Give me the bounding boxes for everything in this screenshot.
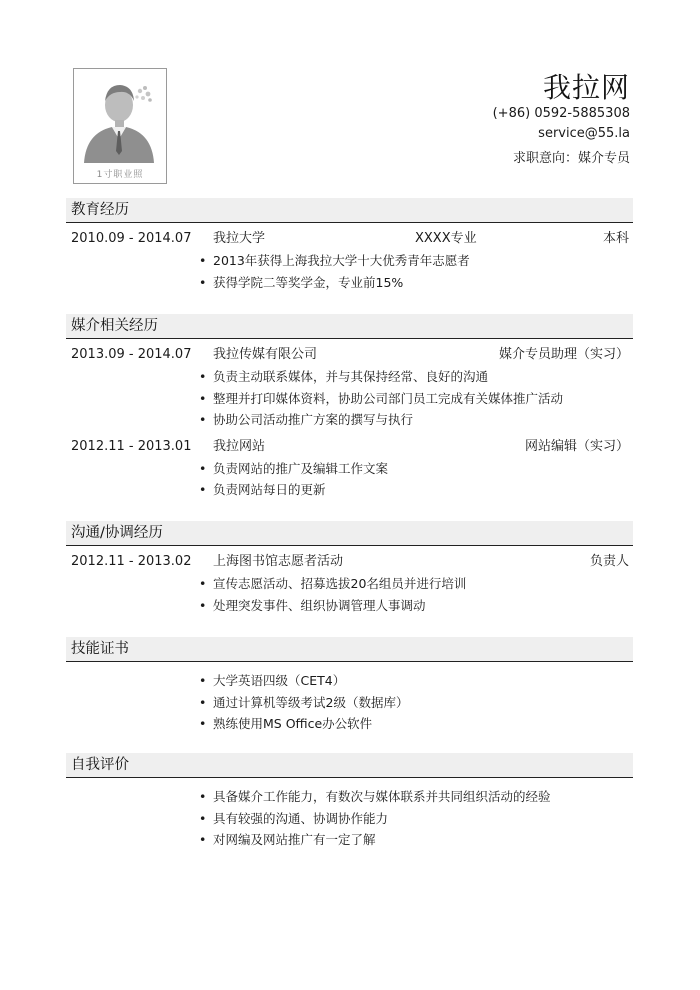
entry-role: 负责人 (589, 554, 629, 569)
list-item: • 获得学院二等奖学金，专业前15% (199, 272, 633, 294)
entry-role: 媒介专员助理（实习） (498, 347, 629, 362)
list-item: • 通过计算机等级考试2级（数据库） (199, 692, 633, 714)
list-item: • 负责网站每日的更新 (199, 479, 633, 501)
phone-number: (+86) 0592-5885308 (492, 106, 630, 121)
photo-caption: 1寸职业照 (96, 170, 144, 180)
list-item: • 负责主动联系媒体，并与其保持经常、良好的沟通 (199, 366, 633, 388)
list-item: • 熟练使用MS Office办公软件 (199, 713, 633, 735)
experience-entry (66, 344, 633, 366)
entry-date: 2012.11 - 2013.01 (71, 438, 192, 454)
entry-organization: 上海图书馆志愿者活动 (213, 554, 344, 569)
entry-role: 网站编辑（实习） (524, 438, 629, 454)
entry-degree: 本科 (602, 231, 629, 246)
profile-photo (73, 68, 167, 184)
bullet-list (66, 458, 633, 501)
bullet-list (66, 786, 633, 851)
list-item: • 负责网站的推广及编辑工作文案 (199, 458, 633, 480)
entry-date: 2013.09 - 2014.07 (71, 347, 192, 362)
section-title: 媒介相关经历 (66, 314, 633, 339)
applicant-name: 我拉网 (542, 71, 630, 104)
bullet-list (66, 573, 633, 616)
list-item: • 2013年获得上海我拉大学十大优秀青年志愿者 (199, 250, 633, 272)
entry-organization: 我拉网站 (213, 438, 266, 454)
section-title: 沟通/协调经历 (66, 521, 633, 546)
bullet-list (66, 366, 633, 431)
list-item: • 协助公司活动推广方案的撰写与执行 (199, 409, 633, 431)
entry-date: 2012.11 - 2013.02 (71, 554, 192, 569)
section-title: 自我评价 (66, 753, 633, 778)
list-item: • 处理突发事件、组织协调管理人事调动 (199, 595, 633, 617)
email-address: service@55.la (538, 126, 630, 141)
section-title: 技能证书 (66, 637, 633, 662)
communication-section (66, 521, 633, 616)
entry-organization: 我拉传媒有限公司 (213, 347, 318, 362)
skills-section (66, 637, 633, 735)
education-entry (66, 228, 633, 250)
bullet-list (66, 250, 633, 293)
list-item: • 对网编及网站推广有一定了解 (199, 829, 633, 851)
avatar-silhouette-icon (74, 69, 166, 183)
experience-entry (66, 436, 633, 458)
entry-date: 2010.09 - 2014.07 (71, 231, 192, 246)
experience-entry (66, 551, 633, 573)
list-item: • 大学英语四级（CET4） (199, 670, 633, 692)
bullet-list (66, 670, 633, 735)
list-item: • 宣传志愿活动、招募选拔20名组员并进行培训 (199, 573, 633, 595)
media-experience-section (66, 314, 633, 501)
job-intent: 求职意向：媒介专员 (512, 151, 630, 166)
entry-major: XXXX专业 (415, 231, 477, 246)
education-section (66, 198, 633, 293)
list-item: • 具有较强的沟通、协调协作能力 (199, 808, 633, 830)
list-item: • 具备媒介工作能力，有数次与媒体联系并共同组织活动的经验 (199, 786, 633, 808)
section-title: 教育经历 (66, 198, 633, 223)
entry-organization: 我拉大学 (213, 231, 266, 246)
list-item: • 整理并打印媒体资料，协助公司部门员工完成有关媒体推广活动 (199, 388, 633, 410)
self-evaluation-section (66, 753, 633, 851)
